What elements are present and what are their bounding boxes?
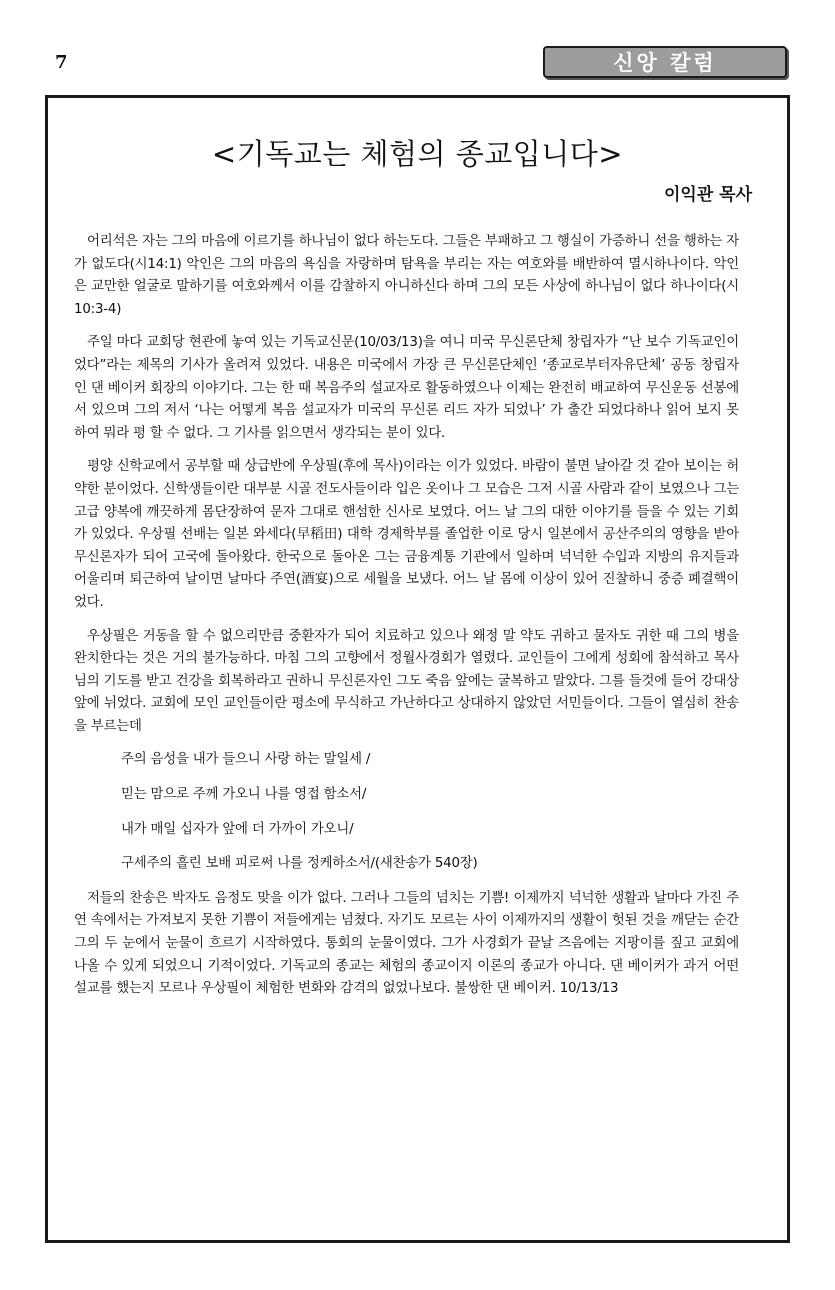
closing-paragraph: 저들의 찬송은 박자도 음정도 맞을 이가 없다. 그러나 그들의 넘치는 기쁨! 이제까지 넉넉한 생활과 날마다 가진 주연 속에서는 가져보지 못한 기쁨이 저들에게는 넘쳤다. 자기도 모르는 사이 이제까지의 생활이 헛된 것을 깨닫는 순간 그의 두 눈에서 눈물이 흐르기 시작하였다. 통회의 눈물이였다. 그가 사경회가 끝날 즈음에는 지팡이를 짚고 교회에 나올 수 있게 되었으니 기적이었다. 기독교의 종교는 체험의 종교이지 이론의 종교가 아니다. 댄 베이커가 과거 어떤 설교를 했는지 모르나 우상필이 체험한 변화와 감격의 없었나보다. 불쌍한 댄 베이커. 10/13/13 (74, 890, 739, 997)
article-title: <기독교는 체험의 종교입니다> (211, 137, 624, 171)
paragraph: 주일 마다 교회당 현관에 놓여 있는 기독교신문(10/03/13)을 여니 미국 무신론단체 창립자가 “난 보수 기독교인이었다”라는 제목의 기사가 올려져 있었다. 내용은 미국에서 가장 큰 무신론단체인 ‘종교로부터자유단체’ 공동 창립자인 댄 베이커 회장의 이야기다. 그는 한 때 복음주의 설교자로 활동하였으나 이제는 완전히 배교하여 무신운동 선봉에 서 있으며 그의 저서 ‘나는 어떻게 복음 설교자가 미국의 무신론 리드 자가 되었나’ 가 출간 되었다하나 읽어 보지 못하여 뭐라 평 할 수 없다. 그 기사를 읽으면서 생각되는 분이 있다. (74, 335, 739, 441)
hymn-lyric-line: 믿는 맘으로 주께 가오니 나를 영접 함소서/ (121, 787, 367, 803)
paragraph: 우상필은 거동을 할 수 없으리만큼 중환자가 되어 치료하고 있으나 왜정 말 약도 귀하고 물자도 귀한 때 그의 병을 완치한다는 것은 거의 불가능하다. 마침 그의 고향에서 정월사경회가 열렸다. 교인들이 그에게 성회에 참석하고 목사님의 기도를 받고 건강을 회복하라고 권하니 무신론자인 그도 죽음 앞에는 굴복하고 말았다. 그를 들것에 들어 강대상 앞에 뉘었다. 교회에 모인 교인들이란 평소에 무식하고 가난하다고 상대하지 않았던 서민들이다. 그들이 열심히 찬송을 부르는데 (74, 628, 739, 734)
hymn-lyric-line: 구세주의 흘린 보배 피로써 나를 정케하소서/(새찬송가 540장) (121, 856, 478, 872)
hymn-lyric-line: 내가 매일 십자가 앞에 더 가까이 가오니/ (121, 821, 354, 837)
article-author: 이익관 목사 (663, 185, 752, 205)
paragraph: 평양 신학교에서 공부할 때 상급반에 우상필(후에 목사)이라는 이가 있었다. 바람이 불면 날아갈 것 같아 보이는 허약한 분이었다. 신학생들이란 대부분 시골 전도사들이라 입은 옷이나 그 모습은 그저 시골 사람과 같이 보였으나 그는 고급 양복에 깨끗하게 몸단장하여 문자 그대로 핸섬한 신사로 보였다. 어느 날 그의 대한 이야기를 들을 수 있는 기회가 있었다. 우상필 선배는 일본 와세다(早稻田) 대학 경제학부를 졸업한 이로 당시 일본에서 공산주의의 영향을 받아 무신론자가 되어 고국에 돌아왔다. 한국으로 돌아온 그는 금융계통 기관에서 일하며 넉넉한 수입과 지방의 유지들과 어울리며 퇴근하여 날이면 날마다 주연(酒宴)으로 세월을 보냈다. 어느 날 몸에 이상이 있어 진찰하니 중증 폐결핵이었다. (74, 459, 739, 610)
hymn-lyric-line: 주의 음성을 내가 들으니 사랑 하는 말일세 / (121, 752, 371, 768)
page-number: 7 (55, 52, 68, 73)
paragraph: 어리석은 자는 그의 마음에 이르기를 하나님이 없다 하는도다. 그들은 부패하고 그 행실이 가증하니 선을 행하는 자가 없도다(시14:1) 악인은 그의 마음의 욕심을 자랑하며 탐욕을 부리는 자는 여호와를 배반하여 멸시하나이다. 악인은 교만한 얼굴로 말하기를 여호와께서 이를 감찰하지 아니하신다 하며 그의 모든 사상에 하나님이 없다 하나이다(시10:3-4) (74, 234, 739, 317)
article-body (74, 231, 739, 1012)
section-title-tab: 신앙 칼럼 (543, 46, 787, 78)
